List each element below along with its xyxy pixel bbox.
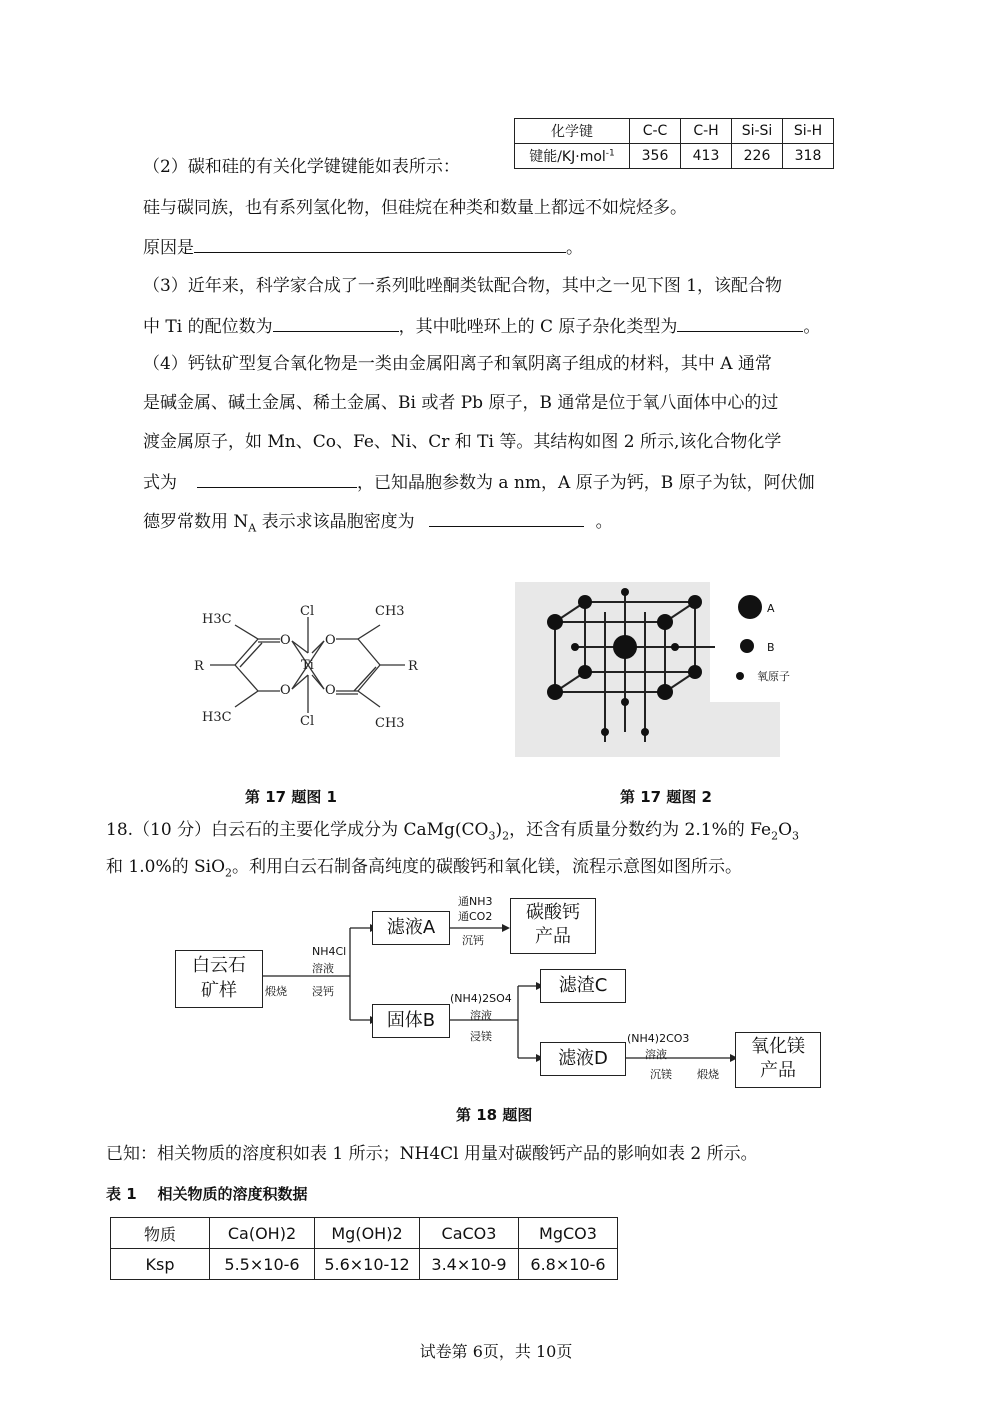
q2-line2: 硅与碳同族，也有系列氢化物，但硅烷在种类和数量上都远不如烷烃多。 <box>143 198 687 218</box>
q2-intro: （2）碳和硅的有关化学键键能如表所示： <box>143 157 460 177</box>
answer-blank <box>273 313 399 332</box>
reason-label: 原因是 <box>143 238 194 258</box>
page-footer: 试卷第 6页，共 10页 <box>419 1342 573 1361</box>
atom-label: O <box>325 683 336 698</box>
answer-blank <box>197 469 357 488</box>
box-label: 氧化镁 <box>751 1036 805 1057</box>
filtrate-a-box: 滤液A <box>372 911 450 945</box>
atom-label: R <box>408 659 418 674</box>
box-label: 矿样 <box>201 980 237 1001</box>
reagent-label: 溶液 <box>470 1009 492 1022</box>
answer-blank <box>194 234 566 253</box>
q4-line1: （4）钙钛矿型复合氧化物是一类由金属阳离子和氧阴离子组成的材料，其中 A 通常 <box>143 354 772 374</box>
ksp-table <box>110 1217 618 1280</box>
table-cell: 318 <box>783 144 834 169</box>
table-cell: Ca(OH)2 <box>210 1218 315 1249</box>
residue-c-box: 滤渣C <box>540 969 626 1003</box>
period: 。 <box>566 238 583 258</box>
atom-label: O <box>280 633 291 648</box>
answer-blank <box>677 313 803 332</box>
table-cell <box>515 144 630 169</box>
table-cell: Si-Si <box>732 119 783 144</box>
q18-line2 <box>106 855 742 885</box>
row-label: 键能/KJ·mol <box>529 149 606 165</box>
reagent-label: NH4Cl <box>312 945 347 958</box>
superscript: -1 <box>605 148 615 159</box>
atom-label: O <box>280 683 291 698</box>
mgo-product-box <box>735 1032 821 1088</box>
text: 中 Ti 的配位数为 <box>143 317 273 337</box>
q2-reason <box>143 234 583 260</box>
box-label: 白云石 <box>192 955 246 976</box>
table-cell: Si-H <box>783 119 834 144</box>
table-cell: 3.4×10-9 <box>420 1249 519 1280</box>
box-label: 产品 <box>535 926 571 947</box>
ore-box <box>175 950 263 1008</box>
text: 18.（10 分）白云石的主要化学成分为 CaMg(CO <box>106 820 489 840</box>
condition-label: 浸镁 <box>470 1030 492 1043</box>
table1-caption: 表 1 相关物质的溶度积数据 <box>106 1185 308 1203</box>
text: ，其中吡唑环上的 C 原子杂化类型为 <box>398 317 678 337</box>
atom-label: H3C <box>202 710 232 725</box>
condition-label: 煅烧 <box>265 985 287 998</box>
solid-b-box: 固体B <box>372 1004 450 1038</box>
subscript: 3 <box>488 829 496 843</box>
answer-blank <box>429 508 584 527</box>
q3-line2 <box>143 313 820 339</box>
condition-label: 沉钙 <box>462 934 484 947</box>
text: 。 <box>803 317 821 337</box>
subscript: 2 <box>225 866 233 880</box>
table-cell: Mg(OH)2 <box>315 1218 420 1249</box>
q4-line4 <box>143 469 815 495</box>
atom-label: CH3 <box>375 604 405 619</box>
flow-caption: 第 18 题图 <box>456 1106 533 1124</box>
atom-label: Ti <box>301 658 314 673</box>
subscript: 2 <box>502 829 510 843</box>
q3-line1: （3）近年来，科学家合成了一系列吡唑酮类钛配合物，其中之一见下图 1，该配合物 <box>143 276 783 296</box>
table-cell: 356 <box>630 144 681 169</box>
table-row <box>111 1218 618 1249</box>
table-cell: 6.8×10-6 <box>519 1249 618 1280</box>
text: O <box>778 820 792 840</box>
known-line: 已知：相关物质的溶度积如表 1 所示；NH4Cl 用量对碳酸钙产品的影响如表 2 所示。 <box>106 1144 758 1164</box>
condition-label: 浸钙 <box>312 985 334 998</box>
fig2-caption: 第 17 题图 2 <box>620 788 712 806</box>
table-cell: 413 <box>681 144 732 169</box>
atom-label: H3C <box>202 612 232 627</box>
atom-label: CH3 <box>375 716 405 731</box>
table-cell: MgCO3 <box>519 1218 618 1249</box>
reagent-label: (NH4)2SO4 <box>450 992 512 1005</box>
subscript: 2 <box>771 829 779 843</box>
reagent-label: (NH4)2CO3 <box>627 1032 690 1045</box>
table-cell: C-C <box>630 119 681 144</box>
legend-label: A <box>767 602 775 615</box>
table-row <box>111 1249 618 1280</box>
text: ，已知晶胞参数为 a nm，A 原子为钙，B 原子为钛，阿伏伽 <box>357 473 815 493</box>
table-cell: 物质 <box>111 1218 210 1249</box>
table-cell: 5.6×10-12 <box>315 1249 420 1280</box>
table-row <box>515 144 834 169</box>
legend-label: B <box>767 641 775 654</box>
q18-line1 <box>106 818 799 848</box>
q4-line5 <box>143 508 613 540</box>
reagent-label: 通CO2 <box>458 910 493 923</box>
text: 式为 <box>143 473 177 493</box>
box-label: 碳酸钙 <box>526 902 580 923</box>
q4-line3: 渡金属原子，如 Mn、Co、Fe、Ni、Cr 和 Ti 等。其结构如图 2 所示,该化合物化学 <box>143 432 782 452</box>
perovskite-structure <box>515 582 790 757</box>
text: 。利用白云石制备高纯度的碳酸钙和氧化镁，流程示意图如图所示。 <box>232 857 743 877</box>
subscript: A <box>248 521 257 535</box>
table-cell: C-H <box>681 119 732 144</box>
table-cell: 5.5×10-6 <box>210 1249 315 1280</box>
table-row <box>515 119 834 144</box>
condition-label: 沉镁 <box>650 1068 672 1081</box>
text: 德罗常数用 N <box>143 512 249 532</box>
table-cell: 化学键 <box>515 119 630 144</box>
table-cell: CaCO3 <box>420 1218 519 1249</box>
bond-energy-table <box>514 118 834 169</box>
text: ) <box>495 820 503 840</box>
atom-label: R <box>194 659 204 674</box>
text: 和 1.0%的 SiO <box>106 857 226 877</box>
box-label: 产品 <box>760 1060 796 1081</box>
table-cell: Ksp <box>111 1249 210 1280</box>
filtrate-d-box: 滤液D <box>540 1042 626 1076</box>
caco3-product-box <box>510 898 596 954</box>
reagent-label: 通NH3 <box>458 895 493 908</box>
atom-label: Cl <box>300 604 315 619</box>
atom-label: O <box>325 633 336 648</box>
table-cell: 226 <box>732 144 783 169</box>
ti-complex-structure <box>180 595 430 765</box>
legend-label: 氧原子 <box>757 670 790 683</box>
text: 。 <box>595 512 613 532</box>
text: 表示求该晶胞密度为 <box>256 512 415 532</box>
atom-label: Cl <box>300 714 315 729</box>
q4-line2: 是碱金属、碱土金属、稀土金属、Bi 或者 Pb 原子，B 通常是位于氧八面体中心的过 <box>143 393 779 413</box>
reagent-label: 溶液 <box>645 1048 667 1061</box>
fig1-caption: 第 17 题图 1 <box>245 788 337 806</box>
reagent-label: 溶液 <box>312 962 334 975</box>
condition-label: 煅烧 <box>697 1068 719 1081</box>
text: ，还含有质量分数约为 2.1%的 Fe <box>509 820 772 840</box>
subscript: 3 <box>792 829 799 843</box>
